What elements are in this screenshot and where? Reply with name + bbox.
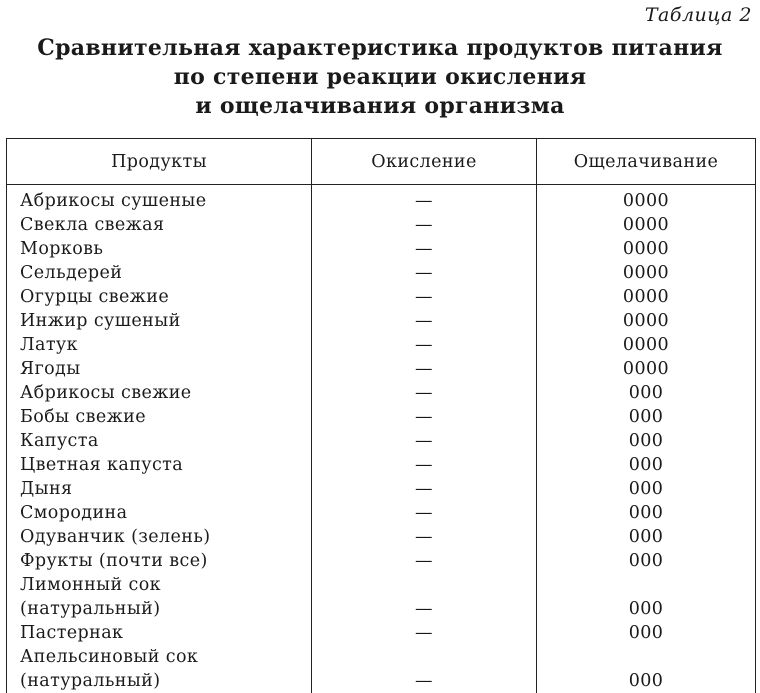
table-title [0, 34, 760, 121]
oxidation-cell: — [312, 285, 537, 309]
alkalization-cell: 0000 [537, 237, 756, 261]
alkalization-cell: 0000 [537, 285, 756, 309]
product-name: Апельсиновый сок [7, 645, 312, 669]
oxidation-cell: — [312, 185, 537, 214]
alkalization-cell: 000 [537, 597, 756, 621]
product-name: Морковь [7, 237, 312, 261]
title-line: по степени реакции окисления [0, 63, 760, 92]
oxidation-cell: — [312, 333, 537, 357]
product-name: Свекла свежая [7, 213, 312, 237]
products-table [6, 138, 756, 693]
table-row [7, 333, 756, 357]
table-row [7, 429, 756, 453]
alkalization-cell: 000 [537, 549, 756, 573]
oxidation-cell: — [312, 381, 537, 405]
product-name: Инжир сушеный [7, 309, 312, 333]
product-name: (натуральный) [7, 669, 312, 693]
oxidation-cell: — [312, 549, 537, 573]
oxidation-cell [312, 573, 537, 597]
table-row [7, 573, 756, 597]
table-header-row [7, 139, 756, 185]
table-row [7, 525, 756, 549]
product-name: Лимонный сок [7, 573, 312, 597]
product-name: Дыня [7, 477, 312, 501]
oxidation-cell: — [312, 357, 537, 381]
alkalization-cell: 000 [537, 669, 756, 693]
oxidation-cell: — [312, 405, 537, 429]
oxidation-cell: — [312, 525, 537, 549]
table-row [7, 669, 756, 693]
header-alkalization: Ощелачивание [537, 139, 756, 185]
alkalization-cell [537, 645, 756, 669]
table-row [7, 597, 756, 621]
product-name: Латук [7, 333, 312, 357]
oxidation-cell: — [312, 429, 537, 453]
table-row [7, 501, 756, 525]
alkalization-cell: 0000 [537, 333, 756, 357]
product-name: Одуванчик (зелень) [7, 525, 312, 549]
alkalization-cell: 000 [537, 405, 756, 429]
alkalization-cell: 000 [537, 501, 756, 525]
alkalization-cell: 000 [537, 453, 756, 477]
alkalization-cell: 000 [537, 429, 756, 453]
product-name: Абрикосы свежие [7, 381, 312, 405]
table-row [7, 309, 756, 333]
alkalization-cell [537, 573, 756, 597]
alkalization-cell: 0000 [537, 213, 756, 237]
oxidation-cell: — [312, 597, 537, 621]
table-row [7, 477, 756, 501]
table-row [7, 357, 756, 381]
table-row [7, 381, 756, 405]
table-row [7, 285, 756, 309]
oxidation-cell: — [312, 261, 537, 285]
table-row [7, 549, 756, 573]
table-number-label: Таблица 2 [645, 4, 752, 26]
table-row [7, 213, 756, 237]
table-row [7, 185, 756, 214]
product-name: Абрикосы сушеные [7, 185, 312, 214]
alkalization-cell: 0000 [537, 185, 756, 214]
product-name: Бобы свежие [7, 405, 312, 429]
alkalization-cell: 0000 [537, 309, 756, 333]
oxidation-cell: — [312, 237, 537, 261]
table-row [7, 645, 756, 669]
oxidation-cell: — [312, 213, 537, 237]
product-name: Огурцы свежие [7, 285, 312, 309]
product-name: Цветная капуста [7, 453, 312, 477]
product-name: Пастернак [7, 621, 312, 645]
alkalization-cell: 000 [537, 621, 756, 645]
table-row [7, 405, 756, 429]
oxidation-cell: — [312, 477, 537, 501]
title-line: и ощелачивания организма [0, 92, 760, 121]
table-row [7, 621, 756, 645]
alkalization-cell: 000 [537, 525, 756, 549]
oxidation-cell [312, 645, 537, 669]
header-products: Продукты [7, 139, 312, 185]
product-name: Смородина [7, 501, 312, 525]
alkalization-cell: 000 [537, 381, 756, 405]
title-line: Сравнительная характеристика продуктов питания [0, 34, 760, 63]
table-row [7, 237, 756, 261]
alkalization-cell: 0000 [537, 357, 756, 381]
oxidation-cell: — [312, 309, 537, 333]
header-oxidation: Окисление [312, 139, 537, 185]
product-name: Капуста [7, 429, 312, 453]
product-name: (натуральный) [7, 597, 312, 621]
product-name: Фрукты (почти все) [7, 549, 312, 573]
product-name: Ягоды [7, 357, 312, 381]
oxidation-cell: — [312, 621, 537, 645]
oxidation-cell: — [312, 453, 537, 477]
oxidation-cell: — [312, 501, 537, 525]
table-row [7, 261, 756, 285]
table-body [7, 185, 756, 693]
oxidation-cell: — [312, 669, 537, 693]
product-name: Сельдерей [7, 261, 312, 285]
alkalization-cell: 000 [537, 477, 756, 501]
table-row [7, 453, 756, 477]
alkalization-cell: 0000 [537, 261, 756, 285]
